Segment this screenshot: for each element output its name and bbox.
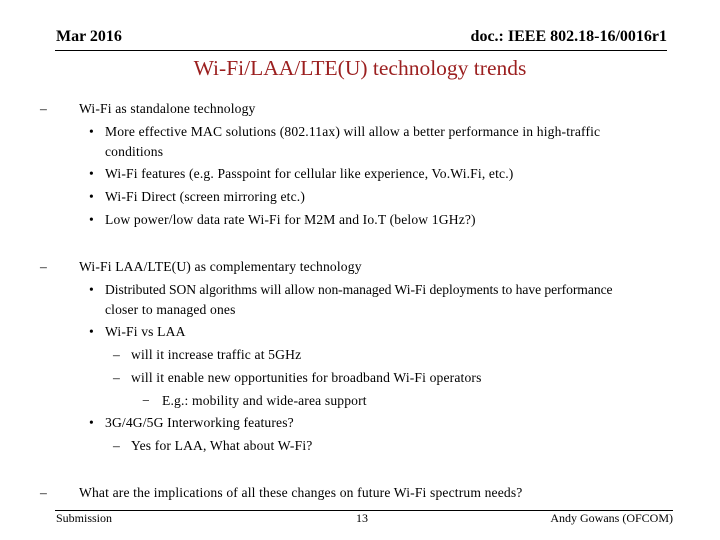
sub-sub-list-item: E.g.: mobility and wide-area support — [162, 393, 367, 408]
subdash-marker: – — [113, 347, 120, 362]
minus-marker: − — [142, 393, 150, 408]
list-item: 3G/4G/5G Interworking features? — [105, 415, 294, 430]
bullet-marker: • — [89, 124, 94, 139]
footer-page-number: 13 — [356, 511, 368, 525]
list-item: More effective MAC solutions (802.11ax) will allow a better performance in high-traffic — [105, 124, 601, 139]
list-item: Wi-Fi features (e.g. Passpoint for cellular like experience, Vo.Wi.Fi, etc.) — [105, 166, 514, 181]
list-item: Wi-Fi Direct (screen mirroring etc.) — [105, 189, 305, 204]
sub-list-item: Yes for LAA, What about W-Fi? — [131, 438, 313, 453]
subdash-marker: – — [113, 370, 120, 385]
header-divider — [55, 50, 667, 51]
sub-list-item: will it increase traffic at 5GHz — [131, 347, 302, 362]
section-heading-implications: What are the implications of all these changes on future Wi-Fi spectrum needs? — [79, 485, 523, 500]
header-date: Mar 2016 — [56, 28, 122, 45]
bullet-marker: • — [89, 212, 94, 227]
list-item: Low power/low data rate Wi-Fi for M2M and Io.T (below 1GHz?) — [105, 212, 476, 227]
list-item: Wi-Fi vs LAA — [105, 324, 186, 339]
dash-marker: – — [40, 485, 47, 500]
list-item-continuation: conditions — [105, 144, 164, 159]
dash-marker: – — [40, 259, 47, 274]
bullet-marker: • — [89, 282, 94, 297]
footer-submission: Submission — [56, 511, 113, 525]
section-heading-standalone: Wi-Fi as standalone technology — [79, 101, 256, 116]
subdash-marker: – — [113, 438, 120, 453]
section-heading-complementary: Wi-Fi LAA/LTE(U) as complementary technology — [79, 259, 362, 274]
bullet-marker: • — [89, 189, 94, 204]
dash-marker: – — [40, 101, 47, 116]
sub-list-item: will it enable new opportunities for broadband Wi-Fi operators — [131, 370, 482, 385]
bullet-marker: • — [89, 166, 94, 181]
list-item: Distributed SON algorithms will allow non-managed Wi-Fi deployments to have performance — [105, 282, 613, 297]
footer-author: Andy Gowans (OFCOM) — [550, 511, 673, 525]
header-doc-id: doc.: IEEE 802.18-16/0016r1 — [470, 28, 667, 45]
slide-title: Wi-Fi/LAA/LTE(U) technology trends — [193, 56, 527, 80]
list-item-continuation: closer to managed ones — [105, 302, 236, 317]
bullet-marker: • — [89, 415, 94, 430]
bullet-marker: • — [89, 324, 94, 339]
